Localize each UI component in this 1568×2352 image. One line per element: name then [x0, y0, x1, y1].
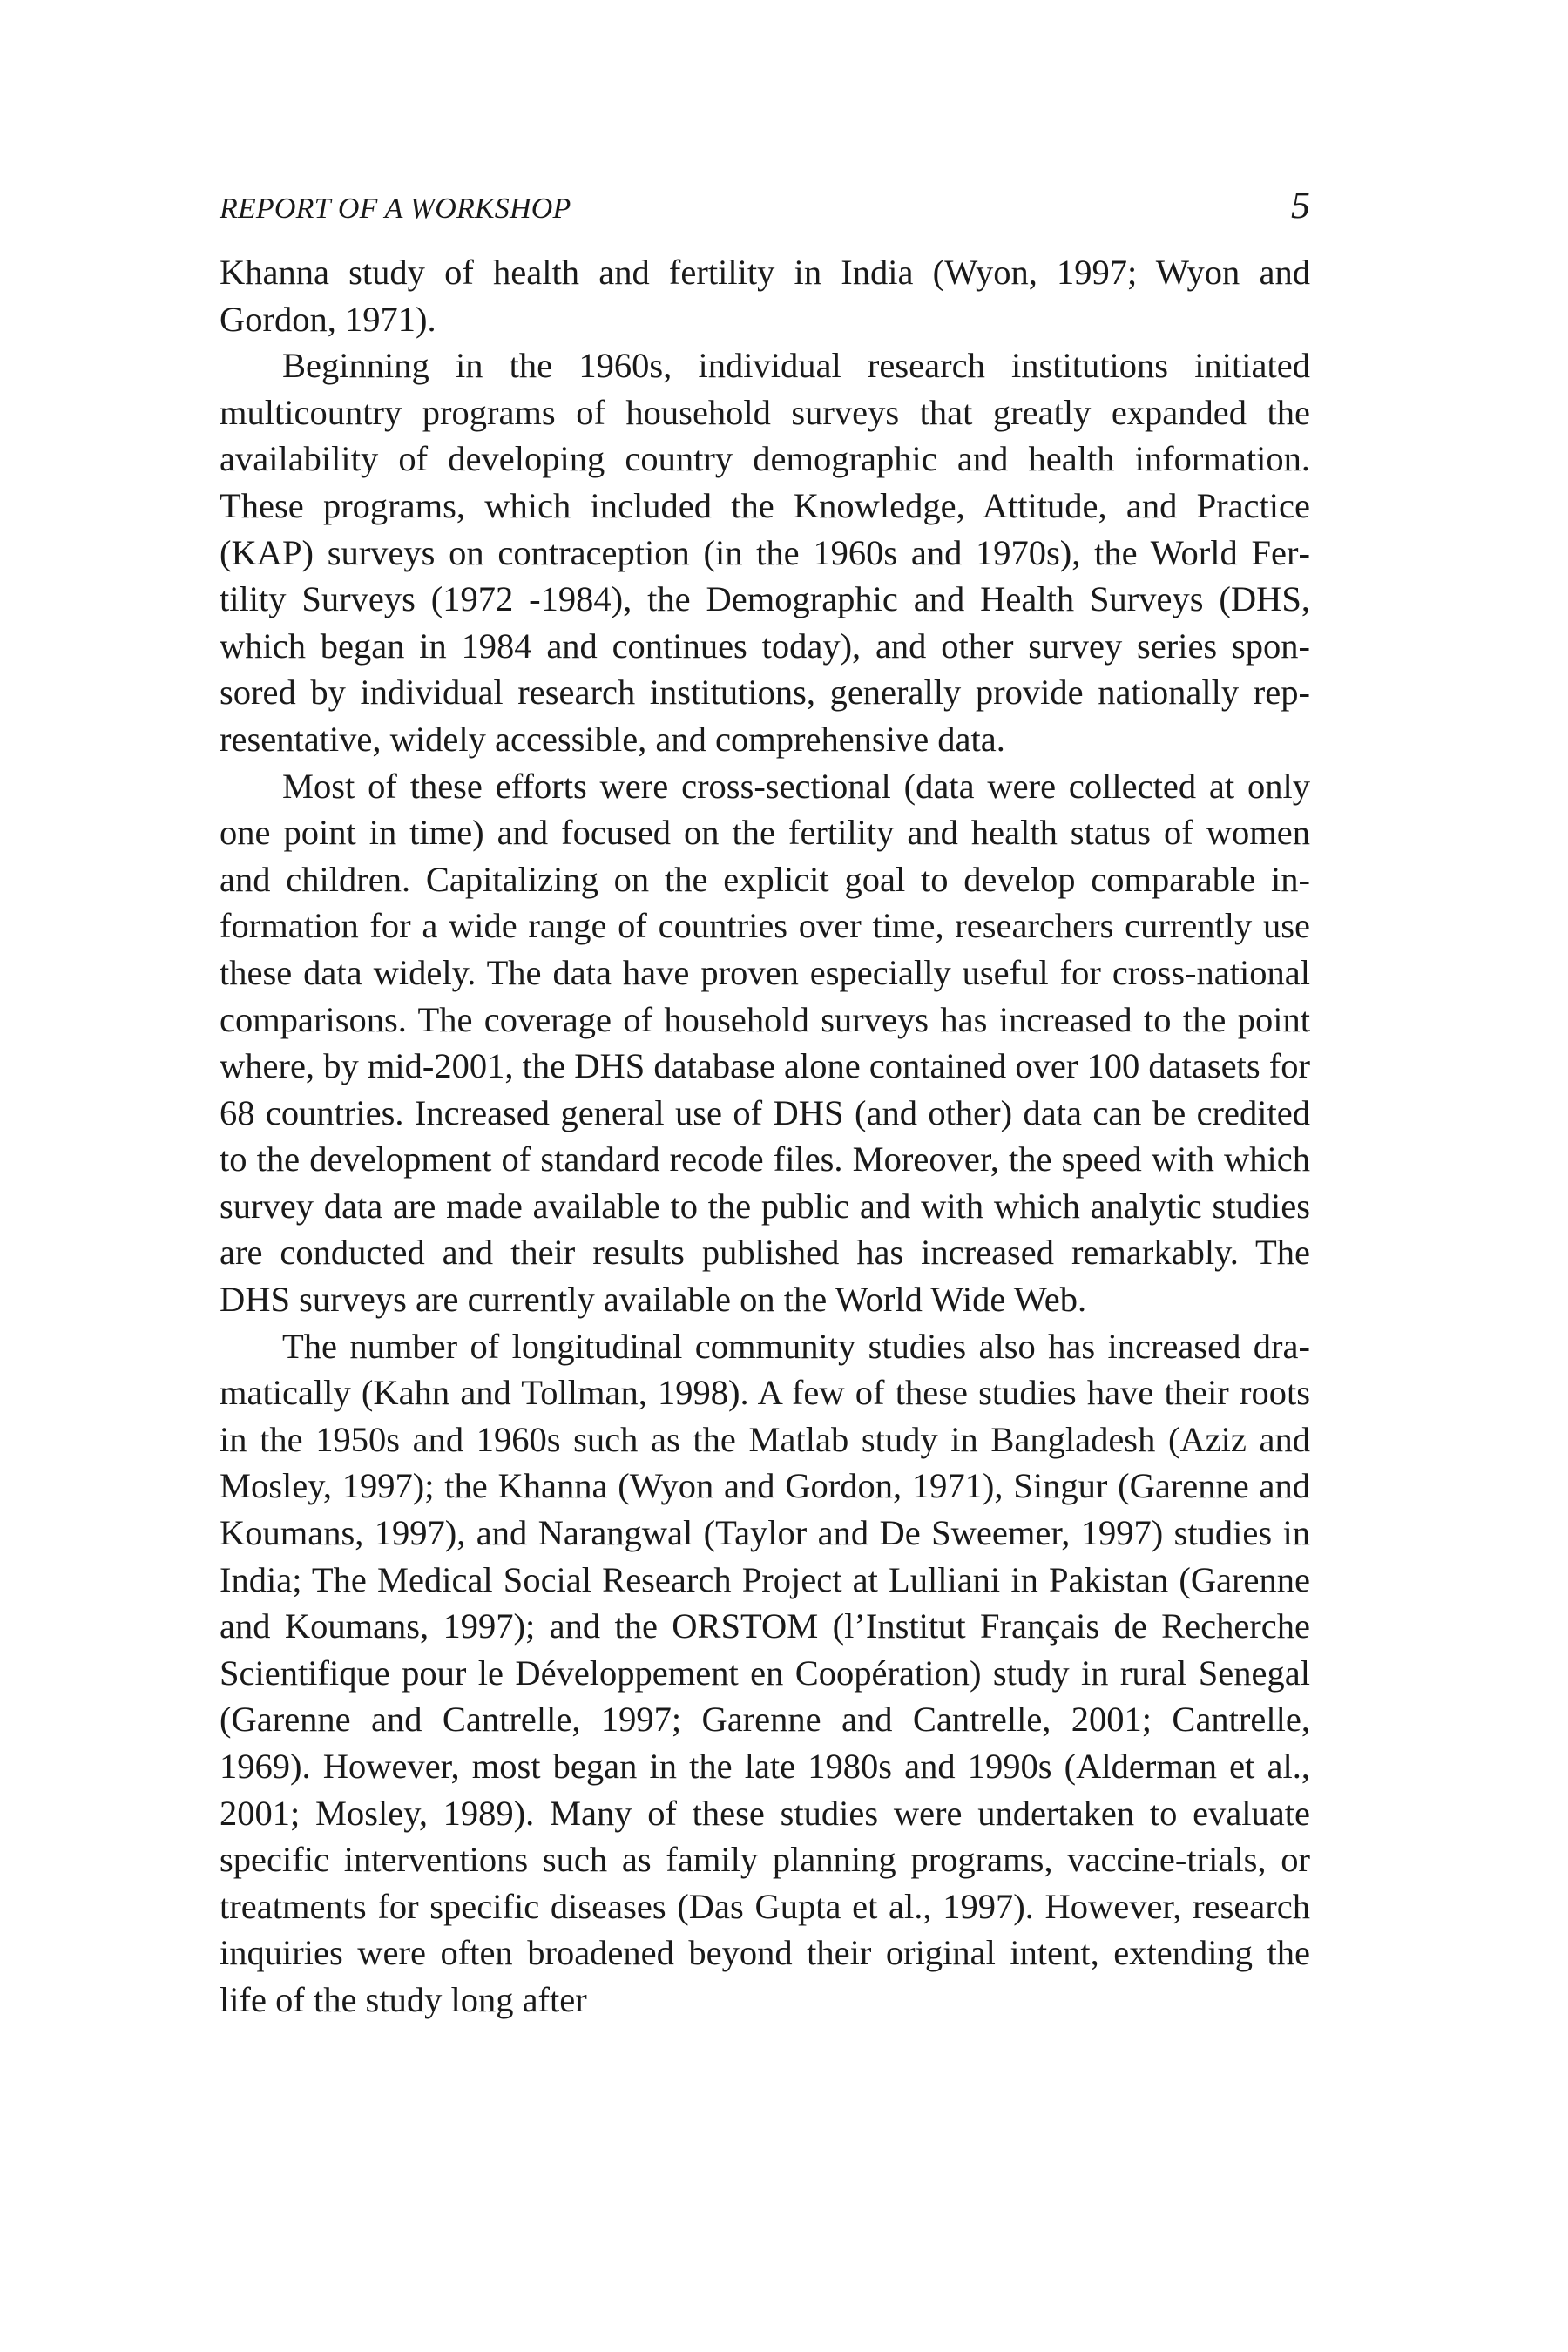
running-header-title: REPORT OF A WORKSHOP [220, 193, 571, 225]
paragraph-continued: Khanna study of health and fertility in India (Wyon, 1997; Wyon and Gordon, 1971). [220, 253, 1310, 339]
body-text [220, 249, 1310, 2024]
paragraph-survey-programs: Beginning in the 1960s, individual research institutions initiated multicountry programs of household surveys that greatly expanded the availability of developing country demographic and health information. These programs, which included the Knowledge, Attitude, and Practice (KAP) surveys on contraception (in the 1960s and 1970s), the World Fertility Surveys (1972 -1984), the Demographic and Health Surveys (DHS, which began in 1984 and continues today), and other survey series sponsored by individual research institutions, generally provide nationally representative, widely accessible, and comprehensive data. [220, 346, 1310, 759]
paragraph-longitudinal-studies: The number of longitudinal community studies also has increased dramatically (Kahn and Tollman, 1998). A few of these studies have their roots in the 1950s and 1960s such as the Matlab study in Bangladesh (Aziz and Mosley, 1997); the Khanna (Wyon and Gordon, 1971), Singur (Garenne and Koumans, 1997), and Narangwal (Taylor and De Sweemer, 1997) studies in India; The Medical Social Research Project at Lulliani in Pakistan (Garenne and Koumans, 1997); and the ORSTOM (l’Institut Français de Recherche Scientifique pour le Développement en Coopération) study in rural Senegal (Garenne and Cantrelle, 1997; Garenne and Cantrelle, 2001; Cantrelle, 1969). However, most began in the late 1980s and 1990s (Alderman et al., 2001; Mosley, 1989). Many of these studies were undertaken to evaluate specific interventions such as family planning programs, vaccine-trials, or treatments for specific diseases (Das Gupta et al., 1997). However, research inquiries were often broadened beyond their original intent, extending the life of the study long after [220, 1326, 1310, 2019]
document-page [220, 183, 1310, 2024]
running-header [220, 183, 1310, 233]
paragraph-cross-sectional: Most of these efforts were cross-sectional (data were collected at only one point in time) and focused on the fertility and health status of women and children. Capitalizing on the explicit goal to develop comparable information for a wide range of countries over time, researchers currently use these data widely. The data have proven especially useful for cross-national comparisons. The coverage of household surveys has increased to the point where, by mid-2001, the DHS database alone contained over 100 datasets for 68 countries. Increased general use of DHS (and other) data can be credited to the development of standard recode files. Moreover, the speed with which survey data are made available to the public and with which analytic studies are conducted and their results published has increased remarkably. The DHS surveys are currently available on the World Wide Web. [220, 766, 1310, 1320]
page-number: 5 [1291, 184, 1310, 226]
